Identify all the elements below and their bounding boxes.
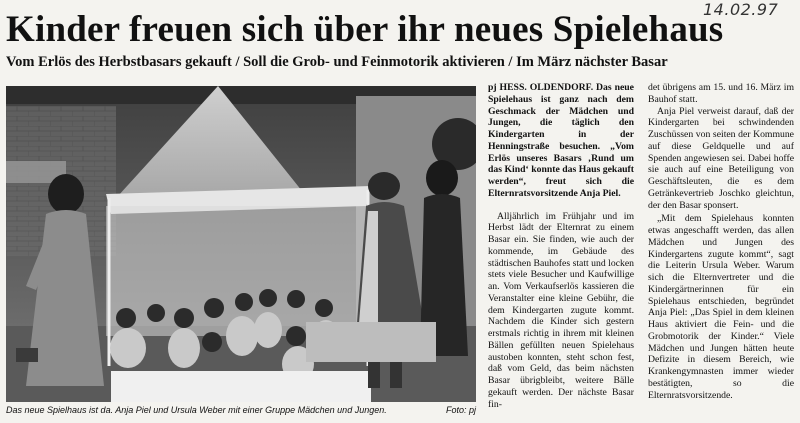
subheadline: Vom Erlös des Herbstbasars gekauft / Soll die Grob- und Feinmotorik aktivieren / Im März nächster Basar xyxy=(6,54,668,70)
article-column-2 xyxy=(648,82,794,401)
headline: Kinder freuen sich über ihr neues Spielehaus xyxy=(6,9,724,50)
article-photo xyxy=(6,86,476,402)
lead-paragraph: pj HESS. OLDENDORF. Das neue Spielehaus ist ganz nach dem Geschmack der Mädchen und Jungen, die täglich den Kindergarten in der Henningstraße besuchen. „Vom Erlös unseres Basars ‚Rund um das Kind‘ konnte das Haus gekauft werden“, freut sich die Elternratsvorsitzende Anja Piel. xyxy=(488,82,634,199)
photo-credit: Foto: pj xyxy=(445,405,476,415)
body-paragraph: Anja Piel verweist darauf, daß der Kindergarten bei schwindenden Zuschüssen von seiten der Kommune auf diese Geldquelle und auf Spenden angewiesen sei. Dabei hoffe sie auch auf eine Beteiligung von Geschäftsleuten, die es dem Getränkevertrieb Joschko gleichtun, der den Basar sponsert. xyxy=(648,105,794,211)
handwritten-date: 14.02.97 xyxy=(703,0,779,19)
body-paragraph: „Mit dem Spielehaus konnten etwas angeschafft werden, das allen Mädchen und Jungen des Kindergartens zugute kommt“, sagt die Leiterin Ursula Weber. Warum sich die Elternvertreter und die Kindergärtnerinnen für ein Spielehaus entschieden, begründet Anja Piel: „Das Spiel in dem kleinen Haus aktiviert die Fein- und die Grobmotorik der Kinder.“ Viele Mädchen und Jungen hätten heute Defizite in diesem Bereich, wie Krankengymnasten immer wieder bestätigten, so die Elternratsvorsitzende. xyxy=(648,213,794,401)
photo-caption xyxy=(6,404,476,416)
article-column-1 xyxy=(488,82,634,410)
photo-illustration xyxy=(6,86,476,402)
body-paragraph: det übrigens am 15. und 16. März im Bauhof statt. xyxy=(648,82,794,105)
caption-text: Das neue Spielhaus ist da. Anja Piel und Ursula Weber mit einer Gruppe Mädchen und Jungen. xyxy=(6,405,387,415)
body-paragraph: Alljährlich im Frühjahr und im Herbst lädt der Elternrat zu einem Basar ein. Sie finden, wie auch der kommende, im Gebäude des städtischen Bauhofes statt und locken stets viele Besucher und Kaufwillige an. Vom Verkaufserlös kassieren die Veranstalter eine kleine Gebühr, die dem Kindergarten zugute kommt. Nachdem die Kinder sich gestern erstmals richtig in ihrem mit kleinen Bällen gefüllten neuen Spielehaus austoben konnten, steht schon fest, daß vom Geld, das beim nächsten Basar übrigbleibt, weitere Bälle gekauft werden. Der nächste Basar fin- xyxy=(488,210,634,410)
